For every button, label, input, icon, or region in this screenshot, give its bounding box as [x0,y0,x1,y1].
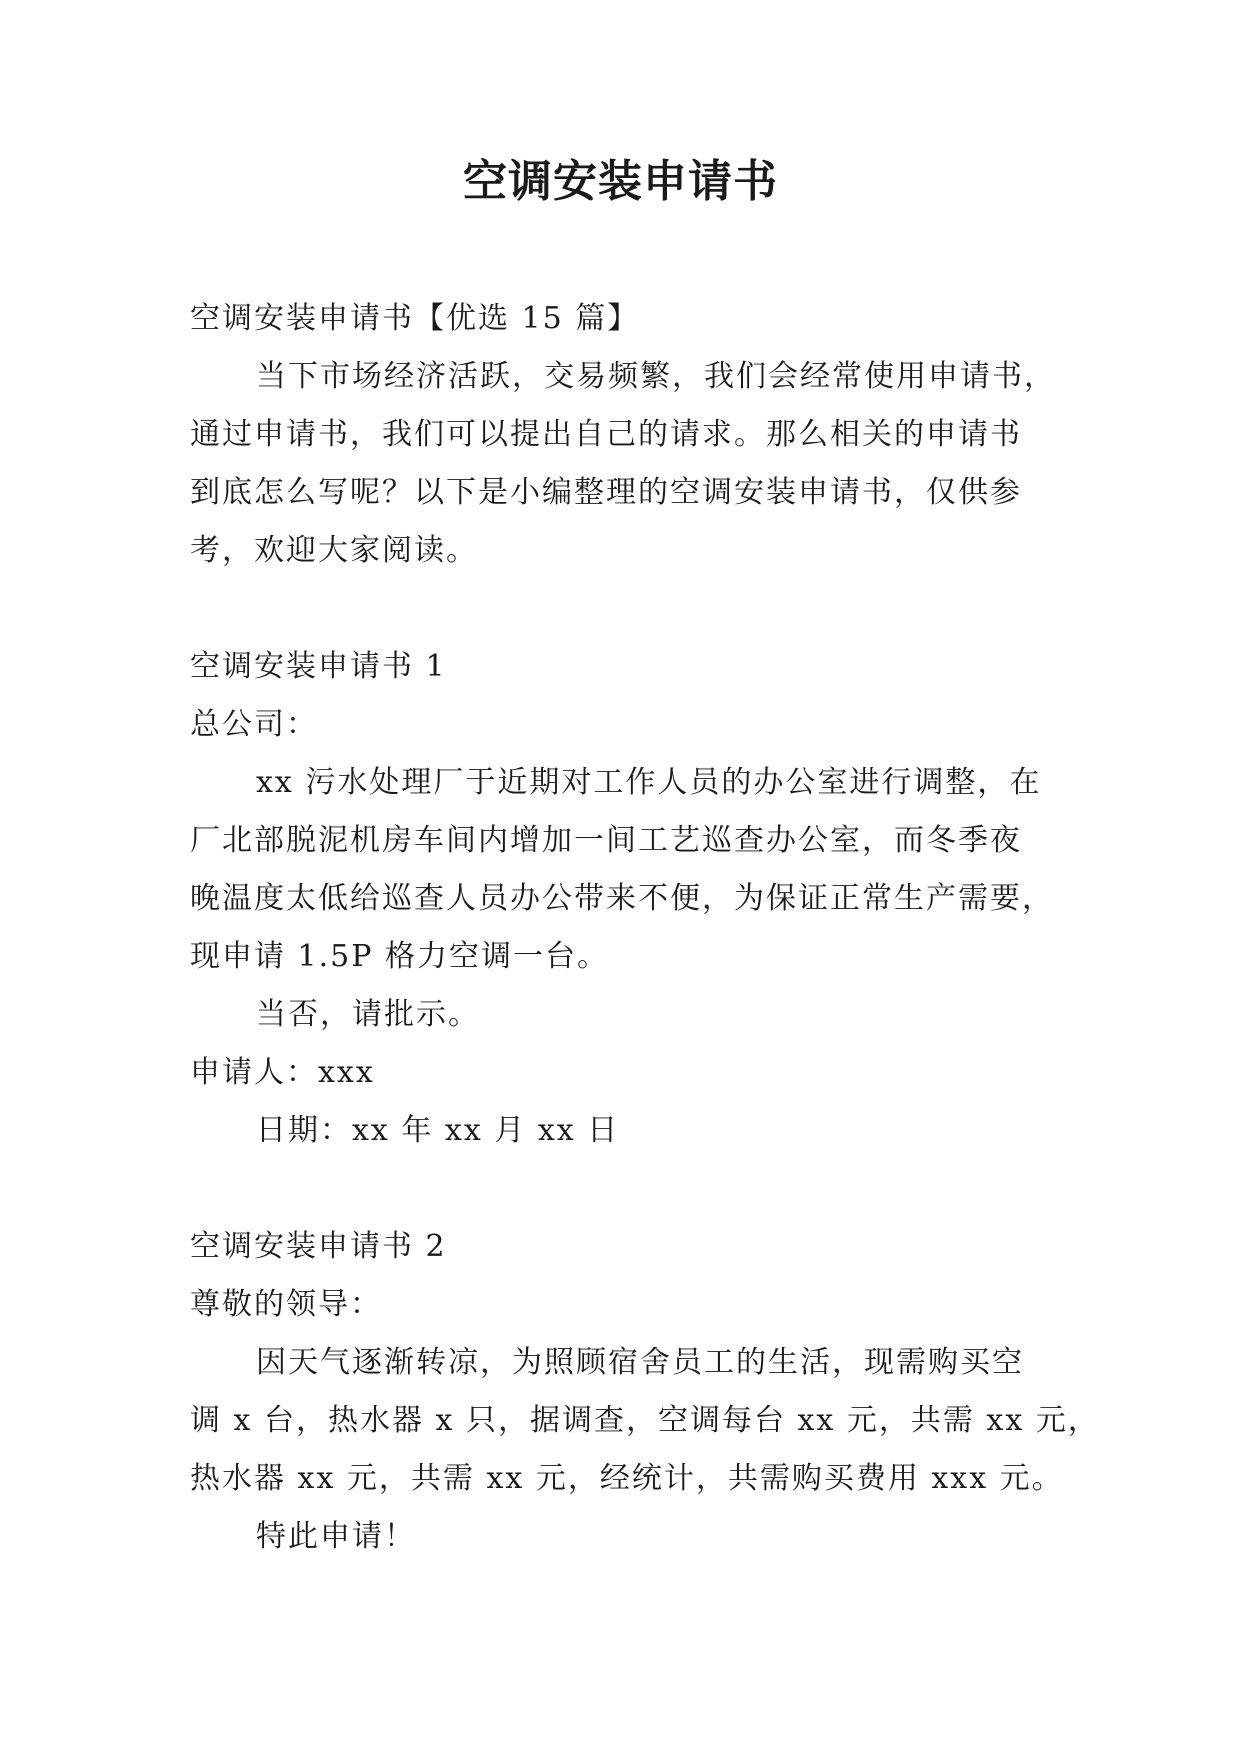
intro-line: 到底怎么写呢？以下是小编整理的空调安装申请书，仅供参 [190,475,1022,510]
document-title: 空调安装申请书 [463,156,778,207]
intro-paragraph [190,348,1060,580]
body-line: 因天气逐渐转凉，为照顾宿舍员工的生活，现需购买空 [256,1345,1024,1380]
spacer [190,580,1060,638]
intro-line: 考，欢迎大家阅读。 [190,533,478,568]
section-1 [190,638,1060,1160]
body-line: 热水器 xx 元，共需 xx 元，经统计，共需购买费用 xxx 元。 [190,1461,1064,1496]
section-heading: 空调安装申请书 2 [190,1229,447,1264]
closing-line: 当否，请批示。 [256,997,480,1032]
document-subtitle: 空调安装申请书【优选 15 篇】 [190,301,640,336]
section-2 [190,1218,1100,1566]
document-body [190,290,1100,1566]
salutation: 尊敬的领导： [190,1287,382,1322]
intro-line: 通过申请书，我们可以提出自己的请求。那么相关的申请书 [190,417,1022,452]
body-line: 调 x 台，热水器 x 只，据调查，空调每台 xx 元，共需 xx 元， [190,1403,1100,1438]
salutation: 总公司： [190,707,318,742]
spacer [190,1160,1060,1218]
body-line: 现申请 1.5P 格力空调一台。 [190,939,609,974]
section-heading: 空调安装申请书 1 [190,649,447,684]
closing-line: 特此申请！ [256,1519,416,1554]
body-line: 晚温度太低给巡查人员办公带来不便，为保证正常生产需要， [190,881,1054,916]
date-line: 日期：xx 年 xx 月 xx 日 [256,1113,620,1148]
intro-line: 当下市场经济活跃，交易频繁，我们会经常使用申请书， [256,359,1056,394]
body-line: 厂北部脱泥机房车间内增加一间工艺巡查办公室，而冬季夜 [190,823,1022,858]
applicant-line: 申请人：xxx [190,1055,375,1090]
body-line: xx 污水处理厂于近期对工作人员的办公室进行调整，在 [256,765,1042,800]
